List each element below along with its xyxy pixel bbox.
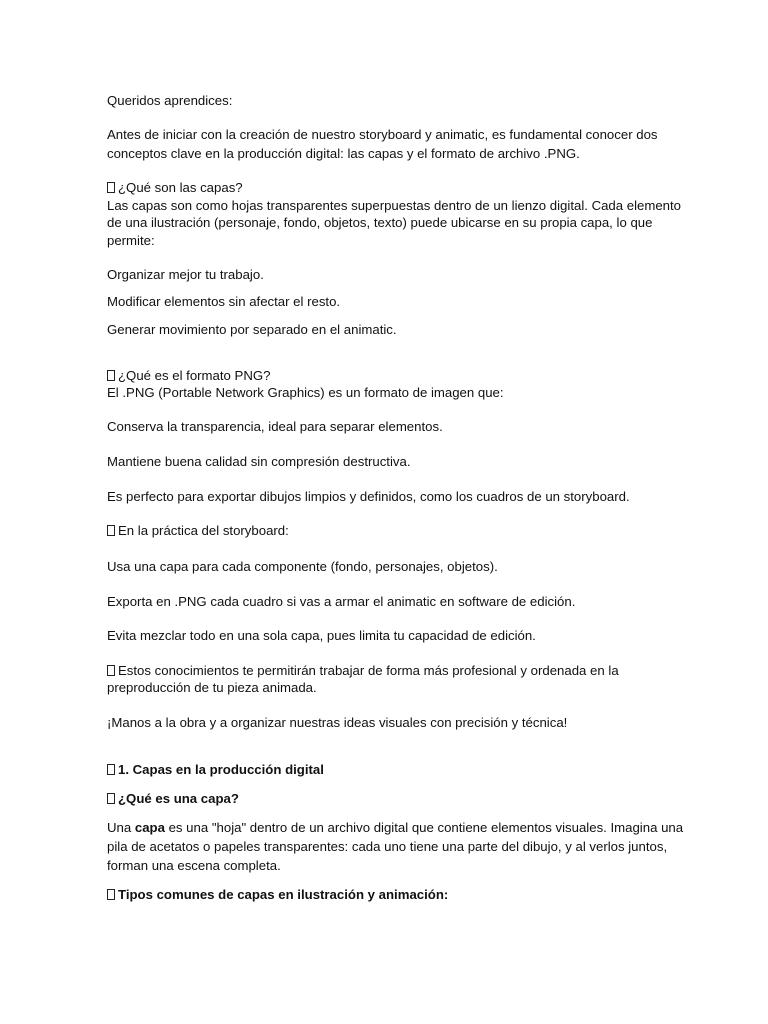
png-heading: ¿Qué es el formato PNG?	[118, 368, 271, 383]
cheer: ¡Manos a la obra y a organizar nuestras ideas visuales con precisión y técnica!	[107, 715, 568, 730]
practice-item-1: Usa una capa para cada componente (fondo, personajes, objetos).	[107, 559, 498, 574]
png-item-2: Mantiene buena calidad sin compresión destructiva.	[107, 454, 411, 469]
section-1-subheading: ¿Qué es una capa?	[118, 791, 239, 806]
greeting: Queridos aprendices:	[107, 93, 233, 108]
section-1-para-line-2: pila de acetatos o papeles transparentes: cada uno tiene una parte del dibujo, y al verlos juntos,	[107, 839, 668, 854]
placeholder-glyph-icon	[107, 370, 115, 381]
placeholder-glyph-icon	[107, 182, 115, 193]
section-1-para-line-1	[107, 818, 684, 837]
para-line1-rest: es una "hoja" dentro de un archivo digital que contiene elementos visuales. Imagina una	[164, 820, 684, 835]
section-1-heading: 1. Capas en la producción digital	[118, 762, 324, 777]
placeholder-glyph-icon	[107, 764, 115, 775]
png-item-3: Es perfecto para exportar dibujos limpios y definidos, como los cuadros de un storyboard.	[107, 489, 630, 504]
section-1-para-line-3: forman una escena completa.	[107, 858, 281, 873]
closing-line-2: preproducción de tu pieza animada.	[107, 680, 317, 695]
placeholder-glyph-icon	[107, 525, 115, 536]
capas-body-line-2: de una ilustración (personaje, fondo, objetos, texto) puede ubicarse en su propia capa, lo que	[107, 215, 653, 230]
para-prefix: Una	[107, 820, 135, 835]
section-1-subheading-line	[107, 789, 667, 808]
para-bold-term: capa	[134, 820, 165, 835]
types-heading: Tipos comunes de capas en ilustración y animación:	[118, 887, 449, 902]
placeholder-glyph-icon	[107, 793, 115, 804]
capas-item-2: Modificar elementos sin afectar el resto.	[107, 294, 341, 309]
intro-line-1: Antes de iniciar con la creación de nuestro storyboard y animatic, es fundamental conocer dos	[107, 127, 658, 142]
png-item-1: Conserva la transparencia, ideal para separar elementos.	[107, 419, 443, 434]
png-body: El .PNG (Portable Network Graphics) es un formato de imagen que:	[107, 385, 504, 400]
practice-item-2: Exporta en .PNG cada cuadro si vas a armar el animatic en software de edición.	[107, 594, 576, 609]
intro-line-2: conceptos clave en la producción digital: las capas y el formato de archivo .PNG.	[107, 146, 580, 161]
capas-item-1: Organizar mejor tu trabajo.	[107, 267, 264, 282]
placeholder-glyph-icon	[107, 665, 115, 676]
practice-heading-line	[107, 521, 667, 540]
capas-body-line-1: Las capas son como hojas transparentes superpuestas dentro de un lienzo digital. Cada elemento	[107, 198, 682, 213]
placeholder-glyph-icon	[107, 889, 115, 900]
closing-text-1: Estos conocimientos te permitirán trabajar de forma más profesional y ordenada en la	[118, 663, 619, 678]
types-heading-line	[107, 885, 667, 904]
capas-heading: ¿Qué son las capas?	[118, 180, 243, 195]
capas-heading-line	[107, 178, 667, 197]
section-1-heading-line	[107, 760, 667, 779]
practice-heading: En la práctica del storyboard:	[118, 523, 289, 538]
practice-item-3: Evita mezclar todo en una sola capa, pues limita tu capacidad de edición.	[107, 628, 536, 643]
capas-body-line-3: permite:	[107, 233, 155, 248]
capas-item-3: Generar movimiento por separado en el animatic.	[107, 322, 397, 337]
